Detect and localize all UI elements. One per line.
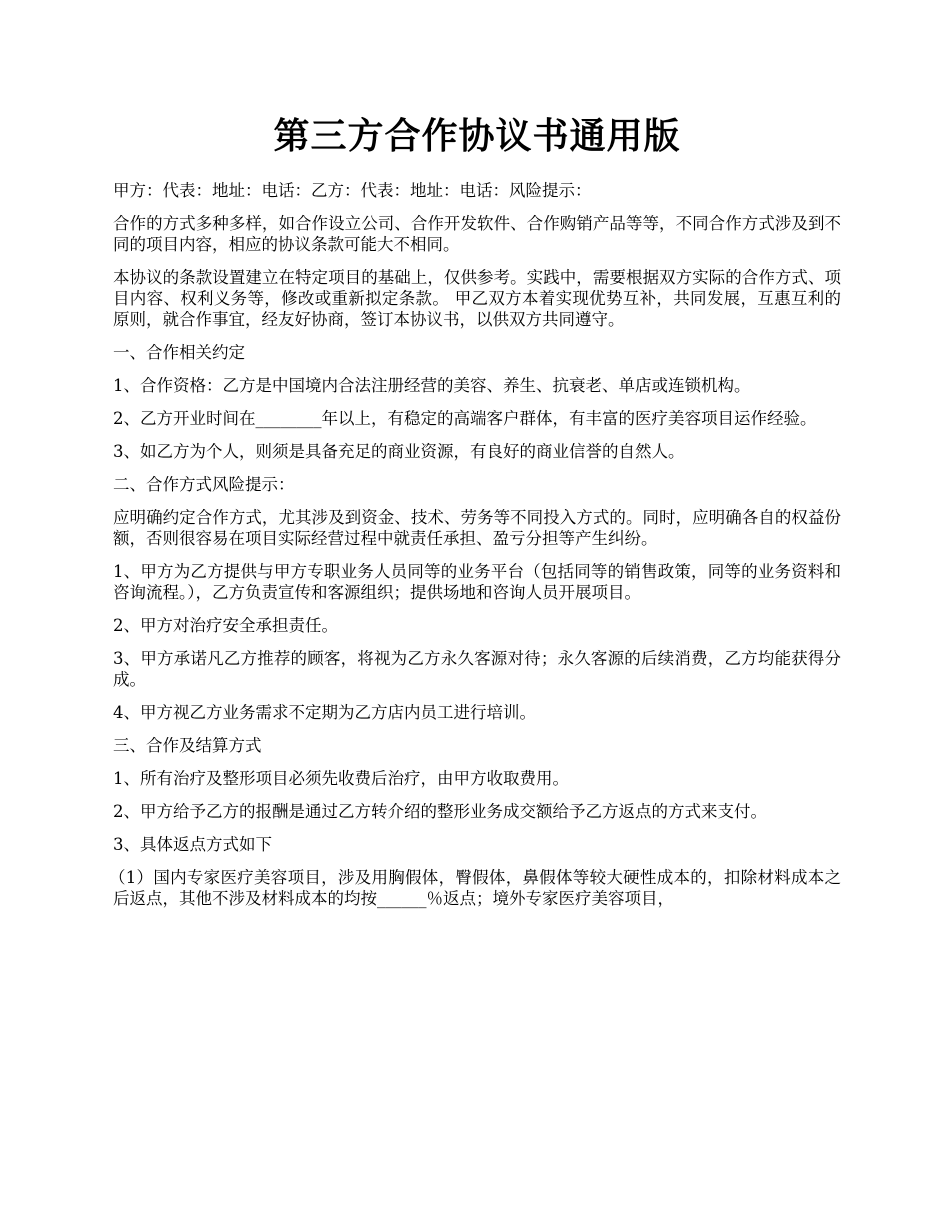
- clause-1-2: 2、乙方开业时间在________年以上，有稳定的高端客户群体，有丰富的医疗美容项目运作经验。: [113, 409, 817, 428]
- risk-note-paragraph-2: 本协议的条款设置建立在特定项目的基础上，仅供参考。实践中，需要根据双方实际的合作方式、项目内容、权利义务等，修改或重新拟定条款。 甲乙双方本着实现优势互补，共同发展，互惠互利的原则，就合作事宜，经友好协商，签订本协议书，以供双方共同遵守。: [113, 268, 841, 329]
- clause-3-3-item-1: （1）国内专家医疗美容项目，涉及用胸假体，臀假体，鼻假体等较大硬性成本的，扣除材料成本之后返点，其他不涉及材料成本的均按______％返点；境外专家医疗美容项目，: [109, 868, 841, 908]
- section-heading-1: 一、合作相关约定: [113, 343, 245, 362]
- party-info-line: 甲方：代表：地址：电话：乙方：代表：地址：电话：风险提示：: [113, 181, 592, 200]
- section-heading-2: 二、合作方式风险提示：: [113, 475, 295, 494]
- clause-3-1: 1、所有治疗及整形项目必须先收费后治疗，由甲方收取费用。: [113, 769, 569, 788]
- clause-3-3: 3、具体返点方式如下: [113, 835, 272, 854]
- clause-1-3: 3、如乙方为个人，则须是具备充足的商业资源，有良好的商业信誉的自然人。: [113, 442, 685, 461]
- clause-2-4: 4、甲方视乙方业务需求不定期为乙方店内员工进行培训。: [113, 703, 536, 722]
- section-heading-3: 三、合作及结算方式: [113, 736, 262, 755]
- clause-2-1: 1、甲方为乙方提供与甲方专职业务人员同等的业务平台（包括同等的销售政策，同等的业务资料和咨询流程。），乙方负责宣传和客源组织；提供场地和咨询人员开展项目。: [113, 562, 841, 602]
- clause-3-2: 2、甲方给予乙方的报酬是通过乙方转介绍的整形业务成交额给予乙方返点的方式来支付。: [113, 802, 767, 821]
- section-2-risk-note: 应明确约定合作方式，尤其涉及到资金、技术、劳务等不同投入方式的。同时，应明确各自的权益份额，否则很容易在项目实际经营过程中就责任承担、盈亏分担等产生纠纷。: [113, 508, 841, 548]
- clause-2-3: 3、甲方承诺凡乙方推荐的顾客，将视为乙方永久客源对待；永久客源的后续消费，乙方均能获得分成。: [113, 649, 841, 689]
- document-body: [109, 180, 841, 921]
- document-title: 第三方合作协议书通用版: [273, 115, 681, 157]
- risk-note-paragraph-1: 合作的方式多种多样，如合作设立公司、合作开发软件、合作购销产品等等，不同合作方式涉及到不同的项目内容，相应的协议条款可能大不相同。: [113, 214, 841, 254]
- clause-2-2: 2、甲方对治疗安全承担责任。: [113, 616, 338, 635]
- clause-1-1: 1、合作资格：乙方是中国境内合法注册经营的美容、养生、抗衰老、单店或连锁机构。: [113, 376, 751, 395]
